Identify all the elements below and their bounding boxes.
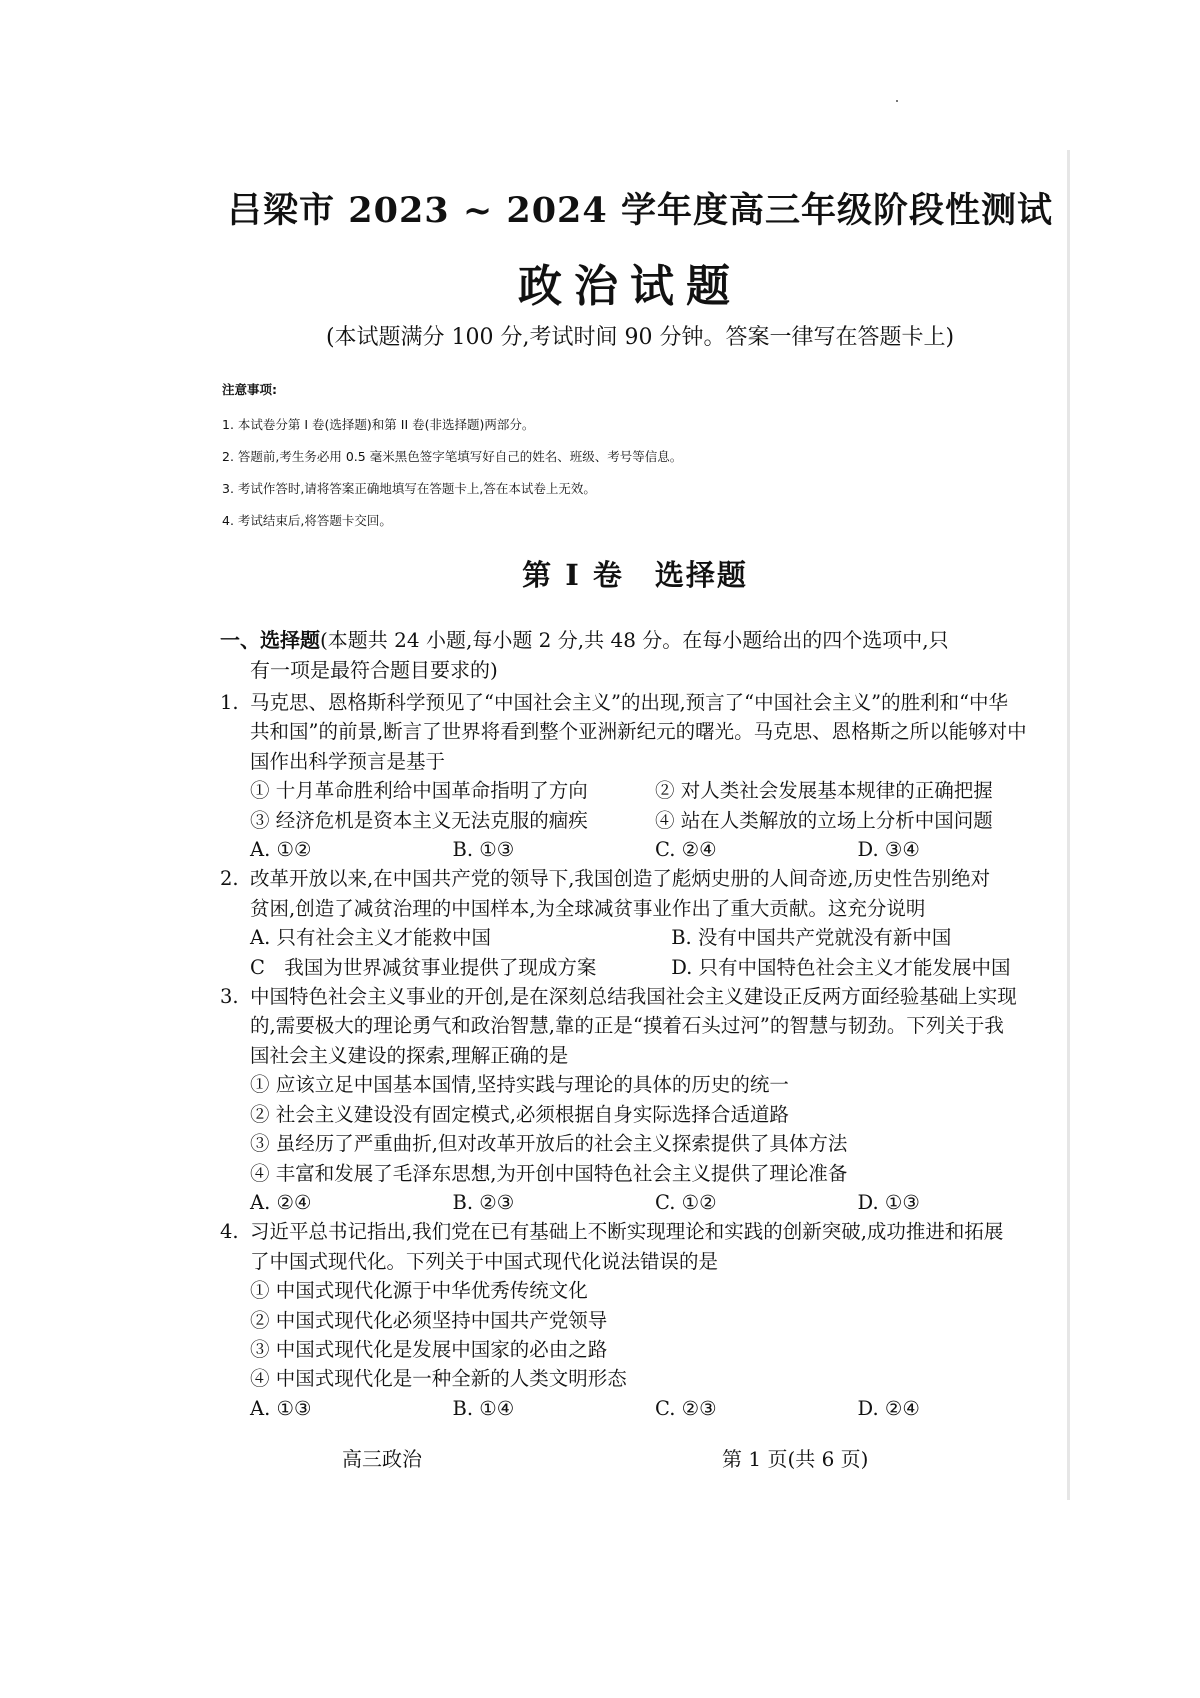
statement: ② 对人类社会发展基本规律的正确把握: [655, 779, 993, 803]
option-b: B. ②③: [452, 1190, 515, 1214]
question-stem: 的,需要极大的理论勇气和政治智慧,靠的正是“摸着石头过河”的智慧与韧劲。下列关于我: [250, 1014, 1004, 1038]
answer-options: [220, 835, 1060, 864]
option-b: B. 没有中国共产党就没有新中国: [671, 926, 952, 950]
question-3: [220, 982, 1060, 1217]
question-4: [220, 1217, 1060, 1423]
option-a: A. 只有社会主义才能救中国: [250, 926, 491, 950]
statement: ② 社会主义建设没有固定模式,必须根据自身实际选择合适道路: [250, 1102, 789, 1126]
answer-options: [220, 1188, 1060, 1217]
notice-item: 3. 考试作答时,请将答案正确地填写在答题卡上,答在本试卷上无效。: [222, 481, 596, 496]
option-c: C. ②③: [655, 1396, 717, 1420]
option-a: A. ①②: [250, 838, 312, 862]
question-stem: 马克思、恩格斯科学预见了“中国社会主义”的出现,预言了“中国社会主义”的胜利和“中华: [250, 691, 1009, 714]
scan-page-edge: [1067, 150, 1070, 1500]
statement: ① 十月革命胜利给中国革命指明了方向: [250, 779, 588, 803]
option-a: A. ②④: [250, 1190, 312, 1214]
statement: ① 中国式现代化源于中华优秀传统文化: [250, 1279, 588, 1303]
question-number: 2.: [220, 867, 239, 891]
question-stem: 习近平总书记指出,我们党在已有基础上不断实现理论和实践的创新突破,成功推进和拓展: [250, 1220, 1004, 1244]
option-d: D. 只有中国特色社会主义才能发展中国: [671, 955, 1011, 979]
notice-block: [222, 380, 1042, 544]
option-b: B. ①③: [452, 838, 515, 862]
question-list: [220, 688, 1060, 1423]
subject-title: 政治试题: [518, 261, 742, 312]
section-title: 第 I 卷 选择题: [522, 558, 748, 592]
footer-subject: 高三政治: [342, 1447, 422, 1471]
option-d: D. ①③: [857, 1190, 920, 1214]
statement: ③ 虽经历了严重曲折,但对改革开放后的社会主义探索提供了具体方法: [250, 1132, 848, 1156]
question-stem: 贫困,创造了减贫治理的中国样本,为全球减贫事业作出了重大贡献。这充分说明: [250, 896, 926, 920]
exam-title: 吕梁市 2023 ~ 2024 学年度高三年级阶段性测试: [227, 190, 1053, 231]
question-stem: 国社会主义建设的探索,理解正确的是: [250, 1043, 569, 1067]
option-b: B. ①④: [452, 1396, 515, 1420]
statement: ④ 丰富和发展了毛泽东思想,为开创中国特色社会主义提供了理论准备: [250, 1161, 848, 1185]
scan-speck: [896, 100, 898, 102]
option-c: C. ①②: [655, 1190, 717, 1214]
question-stem: 中国特色社会主义事业的开创,是在深刻总结我国社会主义建设正反两方面经验基础上实现: [250, 985, 1017, 1009]
answer-options: [220, 1394, 1060, 1423]
option-c: C. ②④: [655, 838, 717, 862]
option-d: D. ③④: [857, 838, 920, 862]
option-d: D. ②④: [857, 1396, 920, 1420]
notice-item: 1. 本试卷分第 I 卷(选择题)和第 II 卷(非选择题)两部分。: [222, 417, 535, 432]
question-stem: 改革开放以来,在中国共产党的领导下,我国创造了彪炳史册的人间奇迹,历史性告别绝对: [250, 867, 991, 891]
statement: ④ 站在人类解放的立场上分析中国问题: [655, 808, 993, 832]
answer-options: [220, 923, 1060, 982]
question-number: 1.: [220, 691, 239, 714]
exam-info: (本试题满分 100 分,考试时间 90 分钟。答案一律写在答题卡上): [325, 325, 955, 350]
question-stem: 了中国式现代化。下列关于中国式现代化说法错误的是: [250, 1249, 719, 1273]
statement: ③ 中国式现代化是发展中国家的必由之路: [250, 1337, 608, 1361]
question-stem: 国作出科学预言是基于: [250, 749, 446, 773]
notice-item: 4. 考试结束后,将答题卡交回。: [222, 513, 392, 528]
part-instructions: (本题共 24 小题,每小题 2 分,共 48 分。在每小题给出的四个选项中,只: [320, 628, 949, 652]
option-c: C 我国为世界减贫事业提供了现成方案: [250, 955, 597, 979]
question-number: 4.: [220, 1220, 239, 1244]
statement: ① 应该立足中国基本国情,坚持实践与理论的具体的历史的统一: [250, 1073, 789, 1097]
question-number: 3.: [220, 985, 239, 1009]
footer-page-number: 第 1 页(共 6 页): [722, 1447, 869, 1471]
question-stem: 共和国”的前景,断言了世界将看到整个亚洲新纪元的曙光。马克思、恩格斯之所以能够对中: [250, 720, 1027, 744]
question-1: [220, 688, 1060, 864]
option-a: A. ①③: [250, 1396, 312, 1420]
question-2: [220, 864, 1060, 982]
statement: ③ 经济危机是资本主义无法克服的痼疾: [250, 808, 588, 832]
statement: ④ 中国式现代化是一种全新的人类文明形态: [250, 1367, 627, 1391]
statement: ② 中国式现代化必须坚持中国共产党领导: [250, 1308, 608, 1332]
statement-list: [220, 776, 1060, 835]
part-instructions-cont: 有一项是最符合题目要求的): [250, 658, 498, 682]
notice-item: 2. 答题前,考生务必用 0.5 毫米黑色签字笔填写好自己的姓名、班级、考号等信息。: [222, 449, 683, 464]
part-lead: 一、选择题: [220, 628, 320, 652]
notice-title: 注意事项:: [222, 382, 277, 397]
part-header: [220, 625, 1055, 685]
